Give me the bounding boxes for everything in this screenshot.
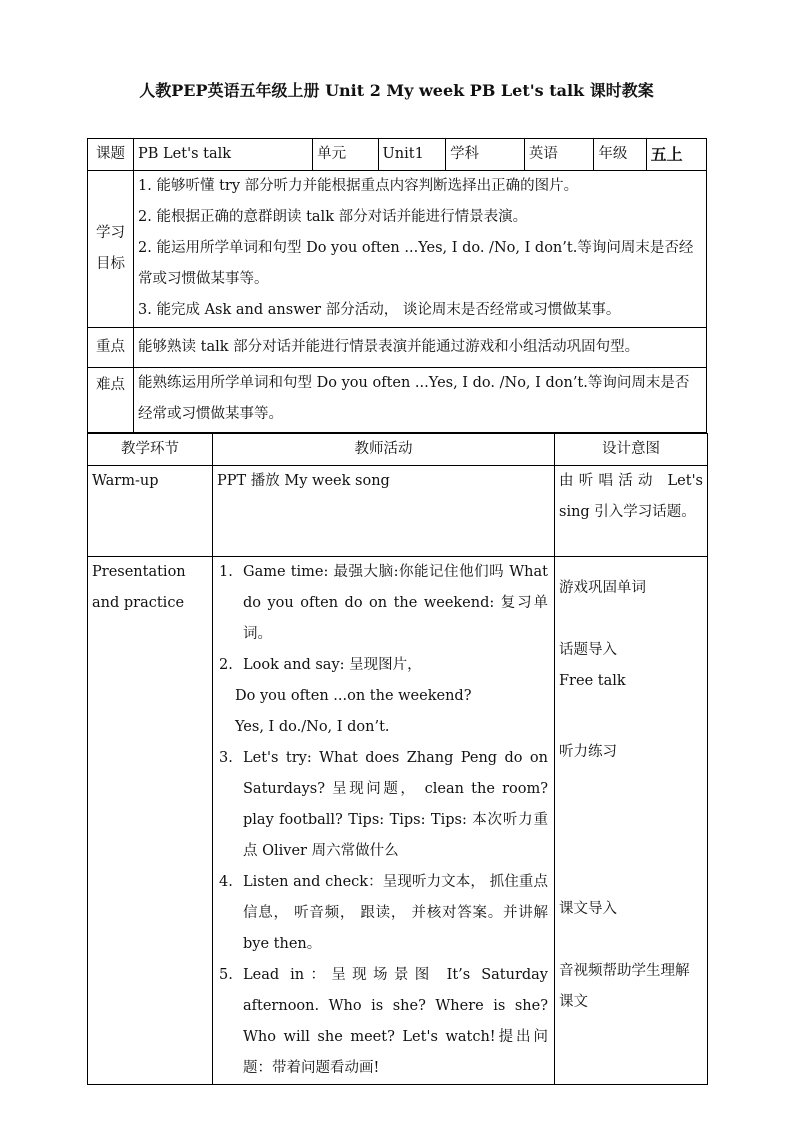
presentation-intent [555, 557, 708, 1085]
step-item [219, 867, 548, 960]
header-stage: 教学环节 [88, 434, 213, 466]
objectives-label [88, 171, 134, 328]
presentation-stage: Presentation and practice [88, 557, 213, 1085]
presentation-row [88, 557, 708, 1085]
objective-item: 3. 能完成 Ask and answer 部分活动， 谈论周末是否经常或习惯做某事。 [138, 302, 621, 318]
intent-item: 音视频帮助学生理解课文 [559, 963, 690, 1010]
step-text: Listen and check：呈现听力文本， 抓住重点信息， 听音频， 跟读， 并核对答案。并讲解 bye then。 [243, 874, 548, 952]
step-item [219, 743, 548, 867]
unit-value: Unit1 [378, 139, 446, 171]
course-value: PB Let's talk [134, 139, 313, 171]
header-activity: 教师活动 [213, 434, 555, 466]
step-number: 2. [219, 657, 233, 673]
warmup-stage: Warm-up [88, 466, 213, 557]
objective-item: 1. 能够听懂 try 部分听力并能根据重点内容判断选择出正确的图片。 [138, 178, 579, 194]
difficulties-row [88, 368, 707, 433]
step-number: 1. [219, 564, 233, 580]
objectives-label-line2: 目标 [96, 256, 126, 272]
step-number: 3. [219, 750, 233, 766]
info-row [88, 139, 707, 171]
subject-value: 英语 [524, 139, 594, 171]
warmup-activity: PPT 播放 My week song [213, 466, 555, 557]
objective-item: 2. 能根据正确的意群朗读 talk 部分对话并能进行情景表演。 [138, 209, 528, 225]
intent-item: 话题导入 [559, 642, 617, 658]
step-text: Yes, I do./No, I don’t. [235, 719, 390, 735]
objective-item: 2. 能运用所学单词和句型 Do you often ...Yes, I do. /No, I don’t.等询问周末是否经常或习惯做某事等。 [138, 240, 694, 287]
intent-item: Free talk [559, 673, 626, 689]
objectives-label-line1: 学习 [96, 225, 126, 241]
step-text: Do you often ...on the weekend? [235, 688, 472, 704]
course-label: 课题 [88, 139, 134, 171]
key-points-row [88, 328, 707, 368]
objectives-content [134, 171, 707, 328]
page-title: 人教PEP英语五年级上册 Unit 2 My week PB Let's talk 课时教案 [139, 81, 654, 100]
objectives-row [88, 171, 707, 328]
info-table [87, 138, 707, 433]
key-points-label: 重点 [88, 328, 134, 368]
warmup-row [88, 466, 708, 557]
unit-label: 单元 [313, 139, 378, 171]
step-subline [219, 681, 548, 712]
step-text: Let's try: What does Zhang Peng do on Saturdays? 呈现问题， clean the room? play football? Tips: Tips: Tips: 本次听力重点 Oliver 周六常做什么 [243, 750, 548, 859]
grade-value: 五上 [646, 139, 706, 171]
step-item [219, 650, 548, 681]
process-table [87, 433, 708, 1085]
presentation-activity [213, 557, 555, 1085]
step-text: Lead in：呈现场景图 It’s Saturday afternoon. Who is she? Where is she? Who will she meet? Let's watch!提出问题：带着问题看动画! [243, 967, 548, 1076]
intent-item: 游戏巩固单词 [559, 580, 646, 596]
steps-list [219, 557, 548, 1084]
step-text: Game time: 最强大脑:你能记住他们吗 What do you often do on the weekend: 复习单词。 [243, 564, 548, 642]
warmup-intent: 由听唱活动 Let's sing 引入学习话题。 [555, 466, 708, 557]
step-number: 4. [219, 874, 233, 890]
step-subline [219, 712, 548, 743]
header-intent: 设计意图 [555, 434, 708, 466]
process-header-row [88, 434, 708, 466]
key-points-text: 能够熟读 talk 部分对话并能进行情景表演并能通过游戏和小组活动巩固句型。 [134, 328, 707, 368]
subject-label: 学科 [446, 139, 525, 171]
step-number: 5. [219, 967, 233, 983]
step-item [219, 557, 548, 650]
step-item [219, 960, 548, 1084]
difficulties-label: 难点 [88, 368, 134, 433]
grade-label: 年级 [594, 139, 646, 171]
intent-item: 听力练习 [559, 744, 617, 760]
step-text: Look and say: 呈现图片， [243, 657, 422, 673]
difficulties-text: 能熟练运用所学单词和句型 Do you often ...Yes, I do. /No, I don’t.等询问周末是否经常或习惯做某事等。 [134, 368, 707, 433]
intent-item: 课文导入 [559, 901, 617, 917]
